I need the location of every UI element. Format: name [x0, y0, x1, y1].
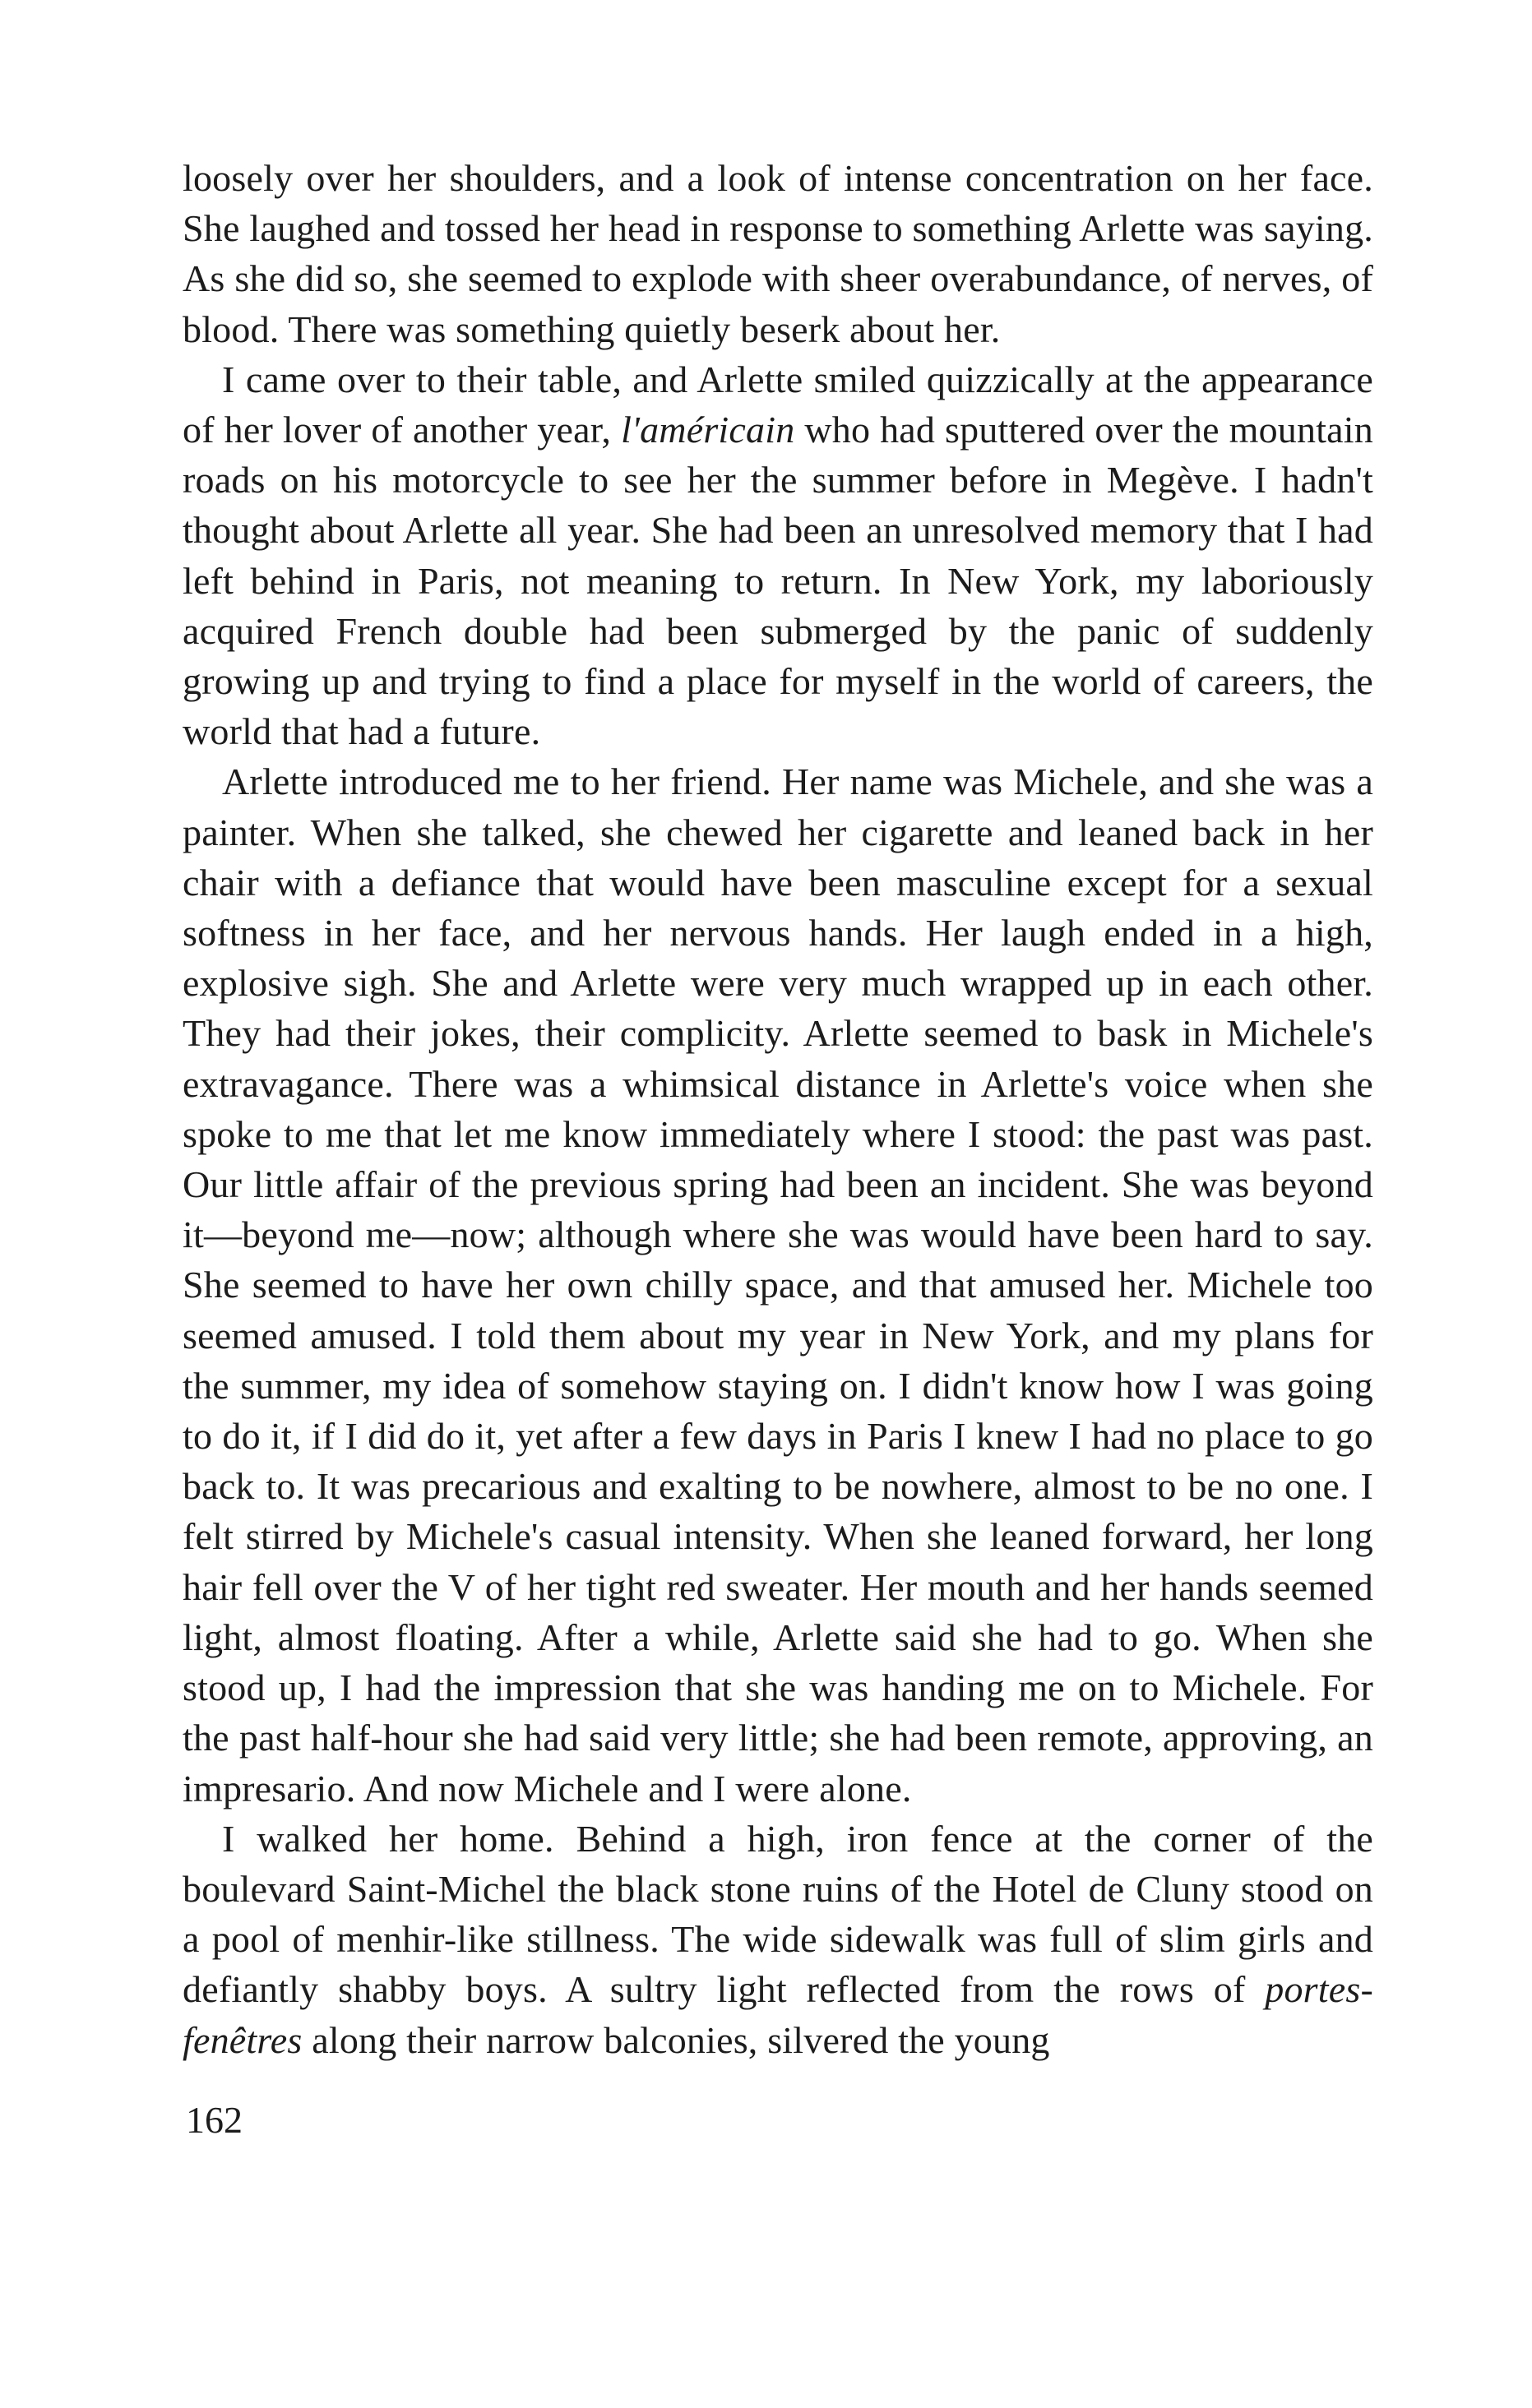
paragraph-2-text-b: who had sputtered over the mountain roads on his motorcycle to see her the summer before in Megève. I hadn't thought about Arlette all year. She had been an unresolved memory that I had left behind in Paris, not meaning to return. In New York, my laboriously acquired French double had been submerged by the panic of suddenly growing up and trying to find a place for myself in the world of careers, the world that had a future. — [183, 409, 1373, 753]
italic-term-portes-fenetres: portes-fenêtres — [183, 1968, 1373, 2061]
paragraph-3-text: Arlette introduced me to her friend. Her name was Michele, and she was a painter. When she talked, she chewed her cigarette and leaned back in her chair with a defiance that would have been masculine except for a sexual softness in her face, and her nervous hands. Her laugh ended in a high, explosive sigh. She and Arlette were very much wrapped up in each other. They had their jokes, their complicity. Arlette seemed to bask in Michele's extravagance. There was a whimsical distance in Arlette's voice when she spoke to me that let me know immediately where I stood: the past was past. Our little affair of the previous spring had been an incident. She was beyond it—beyond me—now; although where she was would have been hard to say. She seemed to have her own chilly space, and that amused her. Michele too seemed amused. I told them about my year in New York, and my plans for the summer, my idea of somehow staying on. I didn't know how I was going to do it, if I did do it, yet after a few days in Paris I knew I had no place to go back to. It was precarious and exalting to be nowhere, almost to be no one. I felt stirred by Michele's casual intensity. When she leaned forward, her long hair fell over the V of her tight red sweater. Her mouth and her hands seemed light, almost floating. After a while, Arlette said she had to go. When she stood up, I had the impression that she was handing me on to Michele. For the past half-hour she had said very little; she had been remote, approving, an impresario. And now Michele and I were alone. — [183, 760, 1373, 1809]
paragraph-2-text-a: I came over to their table, and Arlette smiled quizzically at the appearance of her lover of another year, — [183, 358, 1373, 451]
body-text — [183, 153, 1373, 2065]
paragraph-4 — [183, 1814, 1373, 2065]
paragraph-2 — [183, 354, 1373, 757]
italic-term-lamericain: l'américain — [621, 409, 795, 451]
paragraph-1-text: loosely over her shoulders, and a look of intense concentration on her face. She laughed and tossed her head in response to something Arlette was saying. As she did so, she seemed to explode with sheer overabundance, of nerves, of blood. There was something quietly beserk about her. — [183, 157, 1373, 350]
paragraph-3 — [183, 756, 1373, 1813]
paragraph-4-text-b: along their narrow balconies, silvered the young — [302, 2018, 1050, 2061]
page-number: 162 — [186, 2099, 243, 2141]
paragraph-1 — [183, 153, 1373, 354]
paragraph-4-text-a: I walked her home. Behind a high, iron fence at the corner of the boulevard Saint-Michel the black stone ruins of the Hotel de Cluny stood on a pool of menhir-like stillness. The wide sidewalk was full of slim girls and defiantly shabby boys. A sultry light reflected from the rows of — [183, 1817, 1373, 2011]
